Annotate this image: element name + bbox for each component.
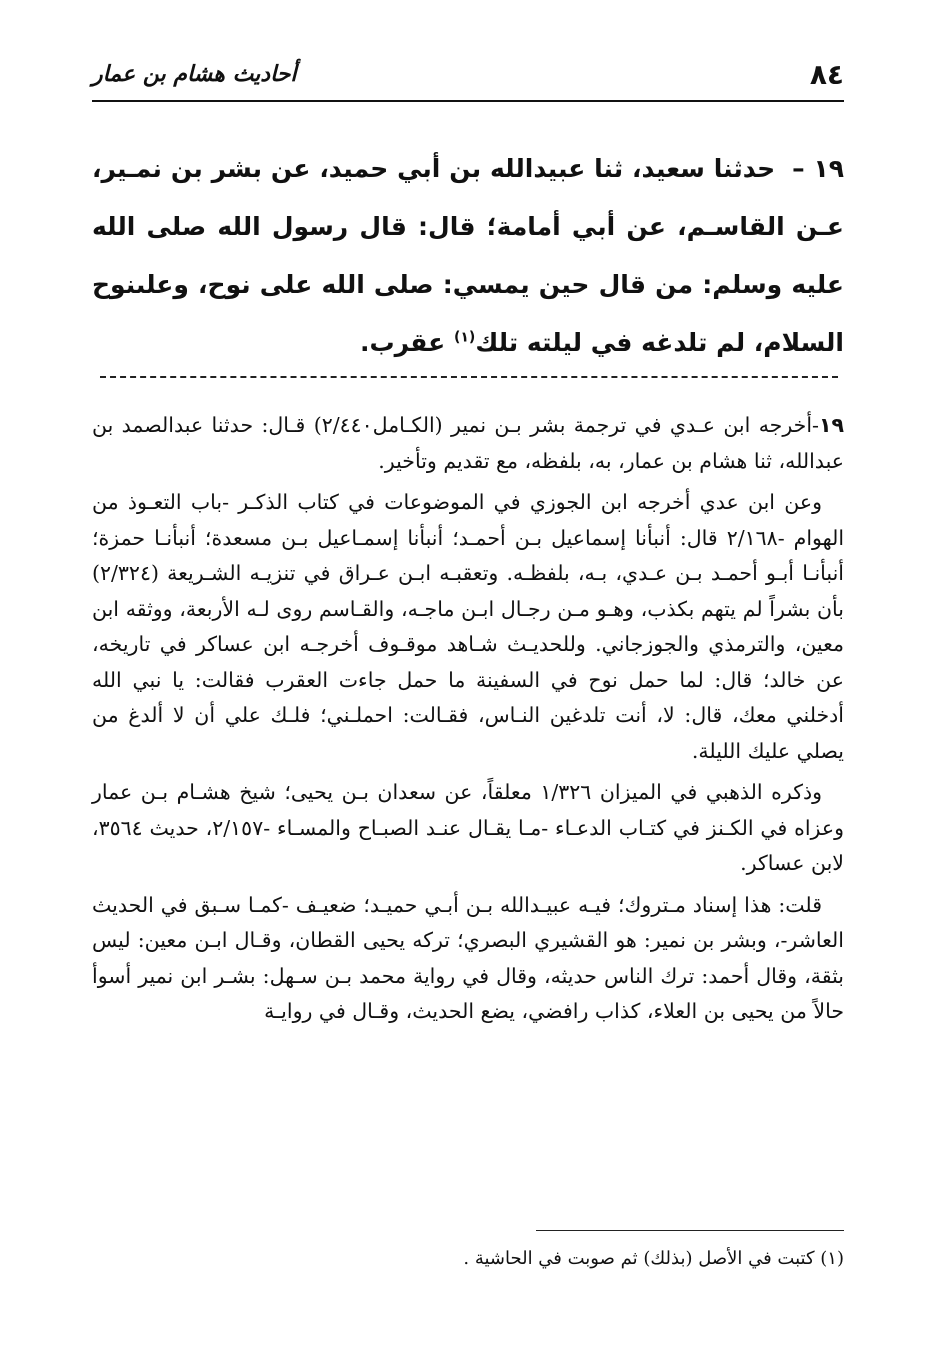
page-header xyxy=(92,58,844,102)
book-title: أحاديث هشام بن عمار xyxy=(92,62,297,87)
hadith-number: ١٩ – xyxy=(792,154,844,183)
footnote: (١) كتبت في الأصل (بذلك) ثم صوبت في الحاشية . xyxy=(463,1248,844,1269)
commentary-paragraph: وذكره الذهبي في الميزان ١/٣٢٦ معلقاً، عن سعدان بـن يحيى؛ شيخ هشـام بـن عمار وعزاه في الكـنز في كتـاب الدعـاء -مـا يقـال عنـد الصبـاح والمسـاء -٢/١٥٧، حديث ٣٥٦٤، لابن عساكر. xyxy=(92,780,844,875)
commentary-number: ١٩ xyxy=(818,413,844,437)
commentary-paragraph: قلت: هذا إسناد مـتروك؛ فيـه عبيـدالله بـن أبـي حميـد؛ ضعيـف -كمـا سـبق في الحديث العاشر-، وبشر بن نمير: هو القشيري البصري؛ تركه يحيى القطان، وقـال ابـن معين: ليس بثقة، وقال أحمد: ترك الناس حديثه، وقال في رواية محمد بـن سـهل: بشـر ابن نمير أسوأ حالاً من يحيى بن العلاء، كذاب رافضي، يضع الحديث، وقـال في روايـة xyxy=(92,892,844,1023)
footnote-reference: (١) xyxy=(453,329,476,346)
hadith-text xyxy=(92,140,844,372)
footnote-rule xyxy=(536,1230,844,1231)
commentary-paragraph: وعن ابن عدي أخرجه ابن الجوزي في الموضوعات في كتاب الذكـر -باب التعـوذ من الهوام -٢/١٦٨ قال: أنبأنا إسماعيل بـن أحمـد؛ أنبأنا إسمـاعيل بـن مسعدة؛ أنبأنـا حمزة؛ أنبأنـا أبـو أحمـد بـن عـدي، بـه، بلفظـه. وتعقبـه ابـن عـراق في تنزيـه الشـريعة (٢/٣٢٤) بأن بشراً لم يتهم بكذب، وهـو مـن رجـال ابـن ماجـه، والقـاسم روى لـه الأربعة، ووثقه ابن معين، والترمذي والجوزجاني. وللحديـث شـاهد موقـوف أخرجـه ابن عساكر في تاريخه، عن خالد؛ قال: لما حمل نوح في السفينة ما حمل جاءت العقرب فقالت: يا نبي الله أدخلني معك، قال: لا، أنت تلدغين النـاس، فقـالت: احملـني؛ فلـك علي أن لا ألدغ من يصلي عليك الليلة. xyxy=(92,490,845,763)
commentary xyxy=(92,408,844,1036)
commentary-paragraph: ١٩-أخرجه ابن عـدي في ترجمة بشر بـن نمير (الكـامل٢/٤٤٠) قـال: حدثنا عبدالصمد بن عبدالله، ثنا هشام بن عمار، به، بلفظه، مع تقديم وتأخير. xyxy=(92,413,844,473)
hadith-body: حدثنا سعيد، ثنا عبيدالله بن أبي حميد، عن بشر بن نمـير، عـن القاسـم، عن أبي أمامة؛ قال: قال رسول الله صلى الله عليه وسلم: من قال حين يمسي: صلى الله على نوح، وعلىنوح السلام، لم تلدغه في ليلته تلك xyxy=(92,154,844,357)
page-number: ٨٤ xyxy=(809,58,844,91)
dashed-separator xyxy=(100,376,838,378)
hadith-body-end: عقرب. xyxy=(359,328,446,357)
